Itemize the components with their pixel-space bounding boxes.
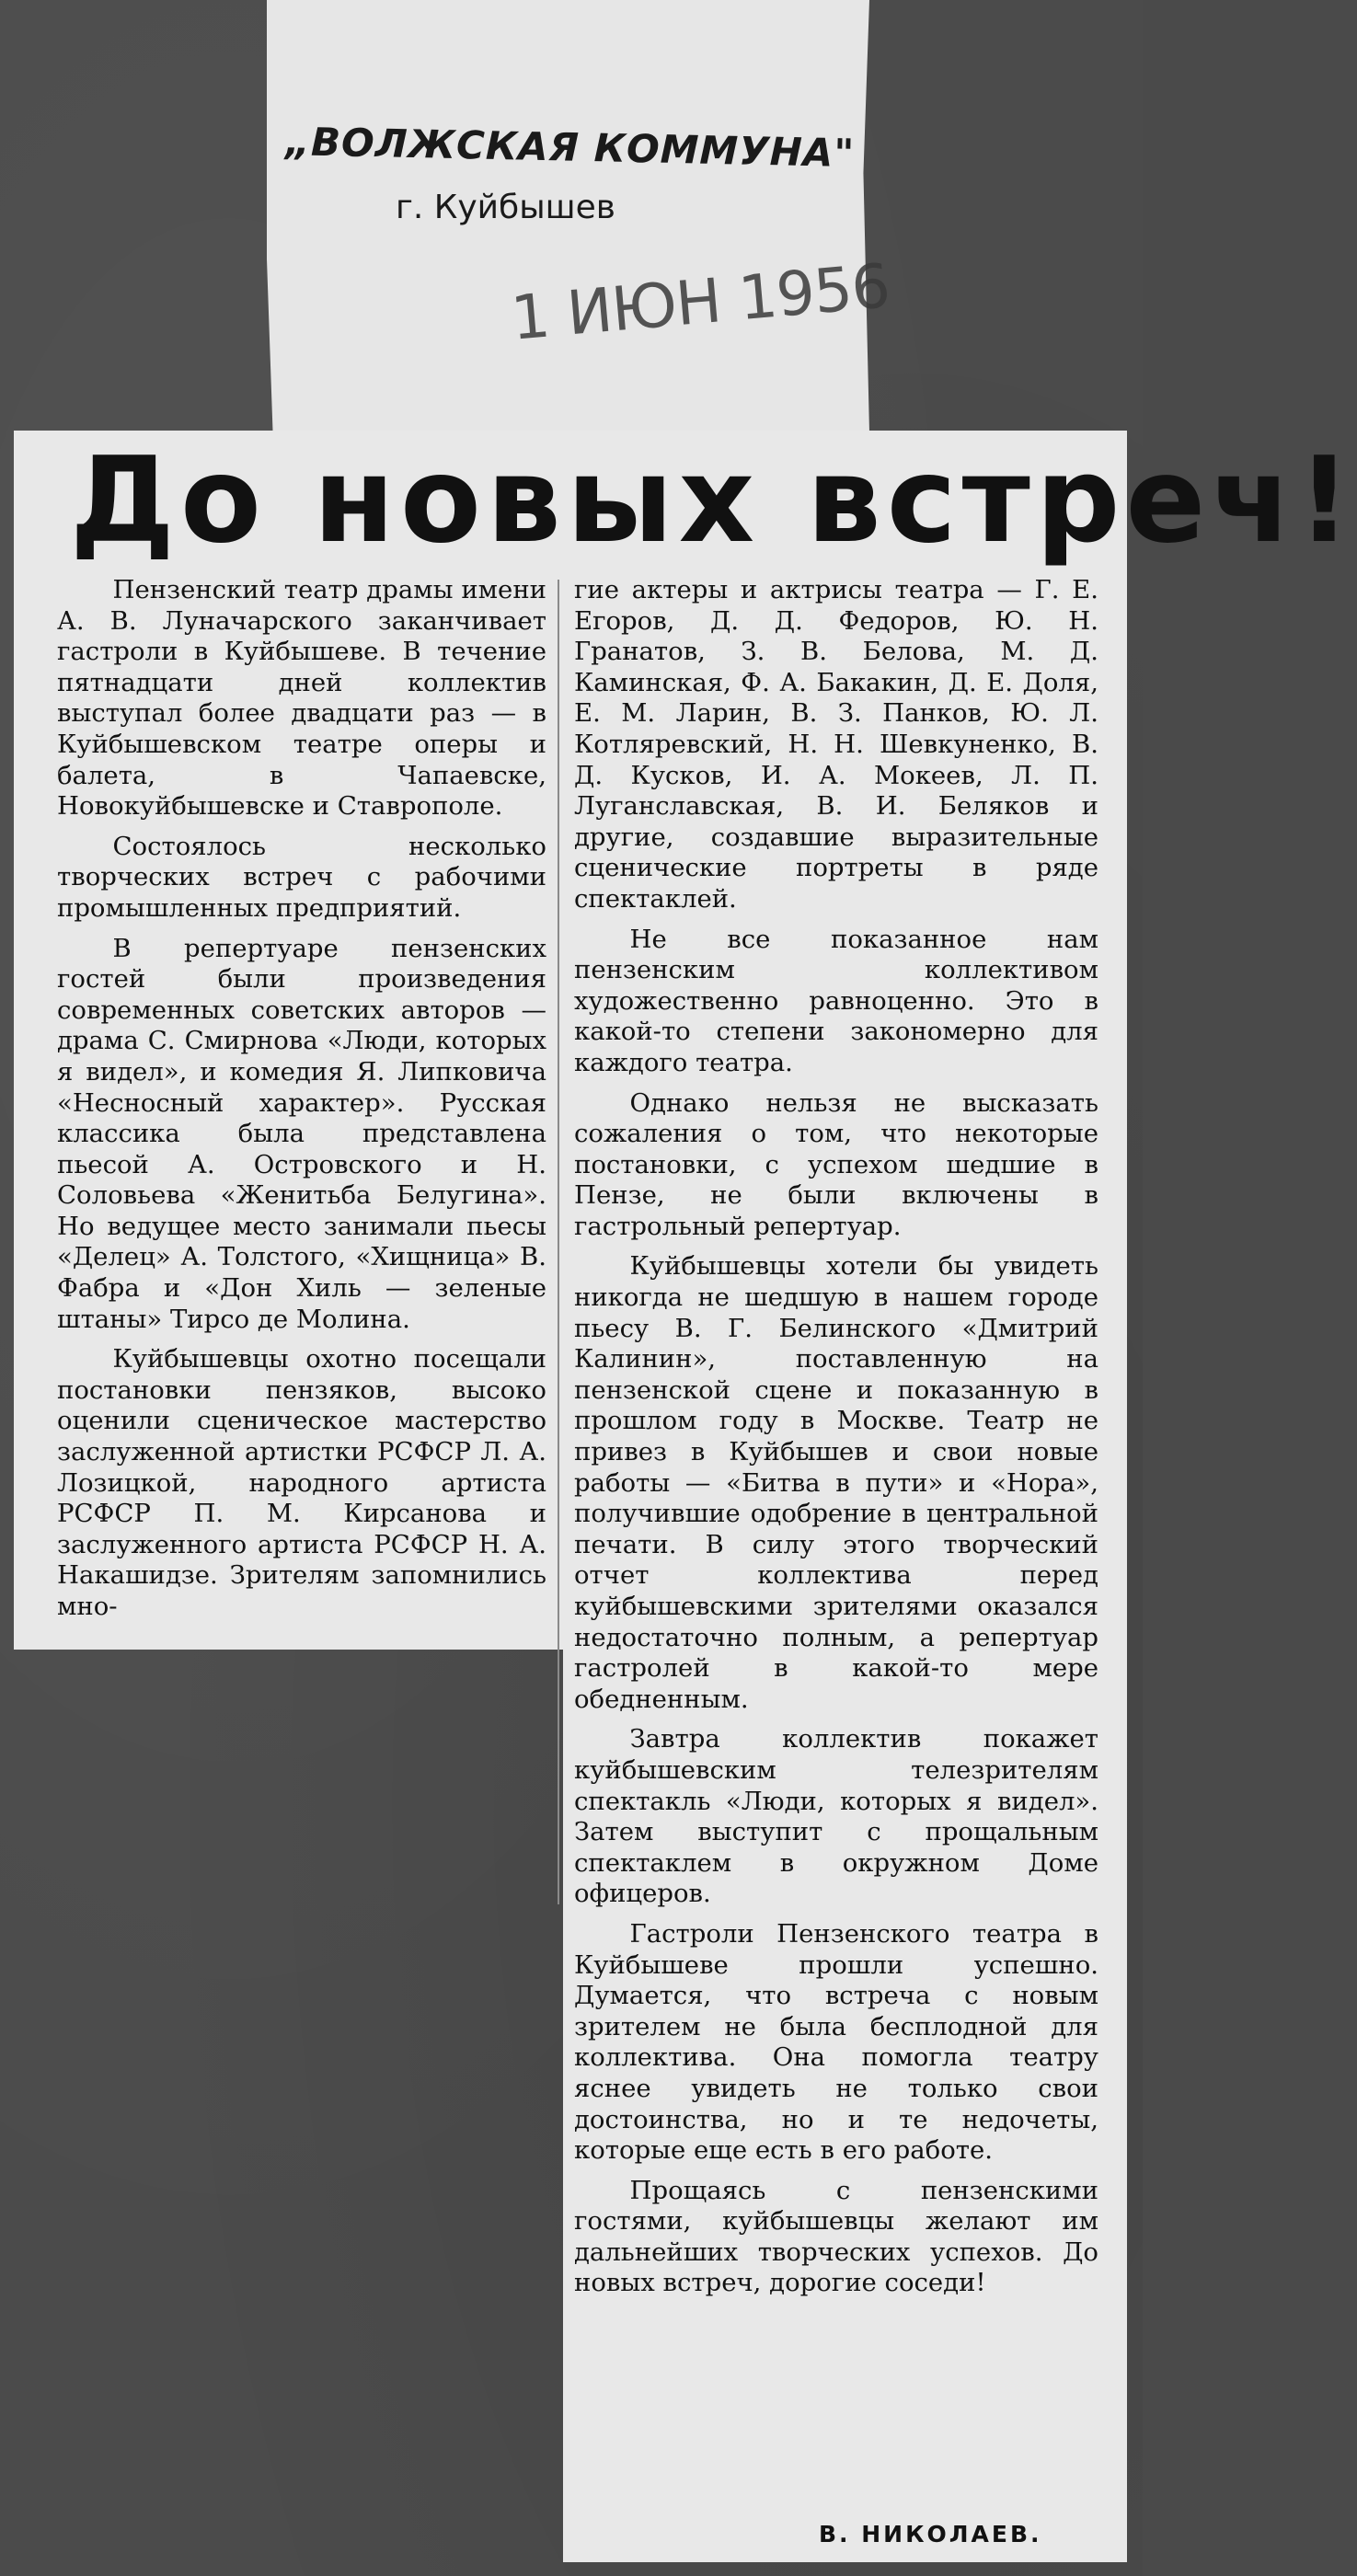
paragraph: гие актеры и актрисы театра — Г. Е. Егоров, Д. Д. Федоров, Ю. Н. Гранатов, З. В. Белова, М. Д. Каминская, Ф. А. Бакакин, Д. Е. Доля, Е. М. Ларин, В. З. Панков, Ю. Л. Котляревский, Н. Н. Шевкуненко, В. Д. Кусков, И. А. Мокеев, Л. П. Луганславская, В. И. Беляков и другие, создавшие выразительные сценические портреты в ряде спектаклей.	[574, 575, 1098, 914]
article-column-left	[57, 575, 546, 1623]
paragraph: Состоялось несколько творческих встреч с рабочими промышленных предприятий.	[57, 831, 546, 923]
paragraph: Куйбышевцы охотно посещали постановки пензяков, высоко оценили сценическое мастерство заслуженной артистки РСФСР Л. А. Лозицкой, народного артиста РСФСР П. М. Кирсанова и заслуженного артиста РСФСР Н. А. Накашидзе. Зрителям запомнились мно-	[57, 1344, 546, 1621]
date-stamp: 1 ИЮН 1956	[508, 250, 892, 354]
paragraph: Пензенский театр драмы имени А. В. Луначарского заканчивает гастроли в Куйбышеве. В течение пятнадцати дней коллектив выступал более двадцати раз — в Куйбышевском театре оперы и балета, в Чапаевске, Новокуйбышевске и Ставрополе.	[57, 575, 546, 822]
paragraph: Прощаясь с пензенскими гостями, куйбышевцы желают им дальнейших творческих успехов. До новых встреч, дорогие соседи!	[574, 2175, 1098, 2298]
article-column-right	[574, 575, 1098, 2299]
paragraph: Завтра коллектив покажет куйбышевским телезрителям спектакль «Люди, которых я видел». Затем выступит с прощальным спектаклем в окружном Доме офицеров.	[574, 1724, 1098, 1909]
newspaper-name: „ВОЛЖСКАЯ КОММУНА"	[284, 119, 856, 177]
article-headline: До новых встреч!	[70, 432, 1357, 569]
paragraph: Не все показанное нам пензенским коллективом художественно равноценно. Это в какой-то степени закономерно для каждого театра.	[574, 924, 1098, 1077]
column-divider	[558, 580, 559, 1904]
paragraph: Гастроли Пензенского театра в Куйбышеве прошли успешно. Думается, что встреча с новым зрителем не была бесплодной для коллектива. Она помогла театру яснее увидеть не только свои достоинства, но и те недочеты, которые еще есть в его работе.	[574, 1918, 1098, 2166]
newspaper-city: г. Куйбышев	[396, 189, 615, 226]
paragraph: В репертуаре пензенских гостей были произведения современных советских авторов — драма С. Смирнова «Люди, которых я видел», и комедия Я. Липковича «Несносный характер». Русская классика была представлена пьесой А. Островского и Н. Соловьева «Женитьба Белугина». Но ведущее место занимали пьесы «Делец» А. Толстого, «Хищница» В. Фабра и «Дон Хиль — зеленые штаны» Тирсо де Молина.	[57, 933, 546, 1334]
paragraph: Куйбышевцы хотели бы увидеть никогда не шедшую в нашем городе пьесу В. Г. Белинского «Дмитрий Калинин», поставленную на пензенской сцене и показанную в прошлом году в Москве. Театр не привез в Куйбышев и свои новые работы — «Битва в пути» и «Нора», получившие одобрение в центральной печати. В силу этого творческий отчет коллектива перед куйбышевскими зрителями оказался недостаточно полным, а репертуар гастролей в какой-то мере обедненным.	[574, 1251, 1098, 1714]
author-byline: В. НИКОЛАЕВ.	[819, 2521, 1042, 2547]
paragraph: Однако нельзя не высказать сожаления о том, что некоторые постановки, с успехом шедшие в Пензе, не были включены в гастрольный репертуар.	[574, 1087, 1098, 1241]
